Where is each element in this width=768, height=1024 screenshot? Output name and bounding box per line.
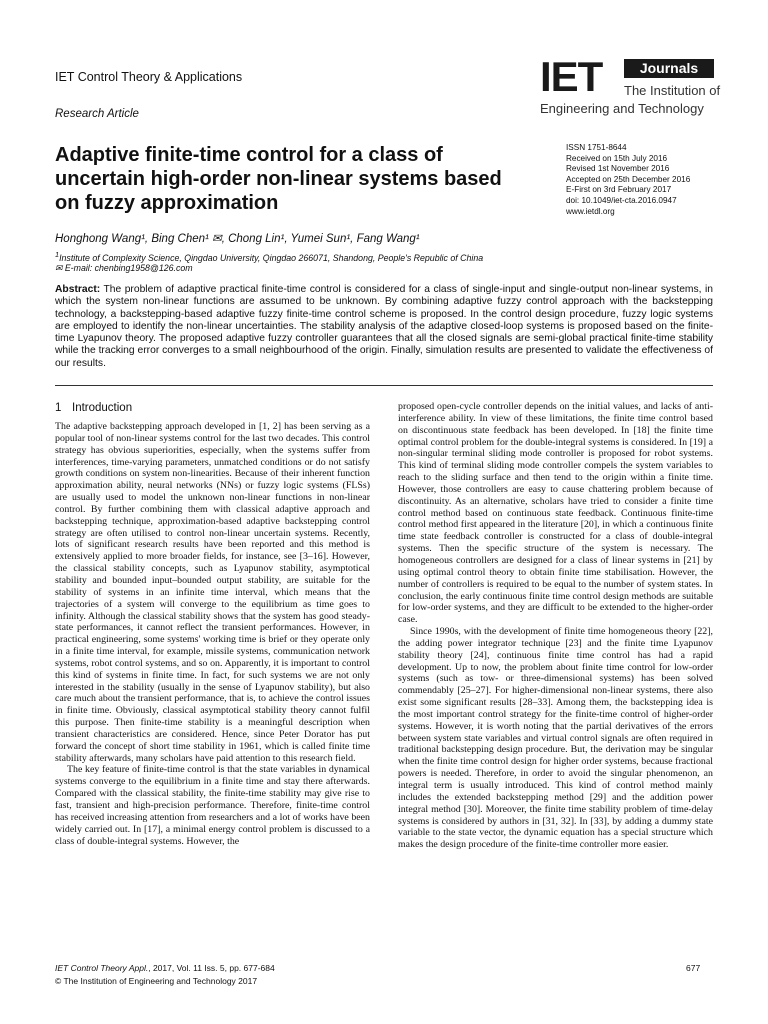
affiliation-marker: 1	[55, 250, 60, 259]
divider-rule	[55, 385, 713, 386]
paragraph: proposed open-cycle controller depends on the initial values, and lacks of anti-interference ability. In view of these limitations, the finite time control based on discontinuous state feedback has been developed. In [18] the finite time optimal control problem for the double-integral systems is considered. In [19] a non-singular terminal sliding mode controller is proposed for robot systems. This kind of terminal sliding mode controller compels the system variables to reach to the sliding surface and then tend to the origin within a finite time. However, those controllers are easy to cause chattering problem because of discontinuity. As an alternative, scholars have tried to consider a finite time control method based on continuous state feedback. Continuous finite-time control method first appeared in the literature [20], in which a continuous finite time state feedback controller is constructed for a class of double-integral systems. Then the specific structure of the system is necessary. The homogeneous controllers are designed for a class of linear systems in [21] by using optimal control theory to obtain finite time stabilisation. However, the number of controllers is required to be equal to the number of system states. In conclusion, the early continuous finite time control design methods are suitable for low-order systems, and they are difficult to be extended to the higher-order case.	[398, 401, 713, 626]
publication-info	[566, 143, 690, 217]
section-number: 1	[55, 402, 62, 414]
footer-copyright: © The Institution of Engineering and Technology 2017	[55, 976, 258, 986]
email-label: ✉ E-mail:	[55, 263, 93, 273]
issn: ISSN 1751-8644	[566, 143, 627, 152]
journal-abbrev: IET Control Theory Appl.	[55, 963, 149, 973]
website-link[interactable]: www.ietdl.org	[566, 206, 615, 216]
journal-name: IET Control Theory & Applications	[55, 70, 243, 84]
email-line	[55, 263, 193, 274]
email-address[interactable]: chenbing1958@126.com	[94, 263, 193, 273]
article-type: Research Article	[55, 108, 139, 120]
abstract-text: The problem of adaptive practical finite-time control is considered for a class of single-input and single-output non-linear systems, in which the system non-linear functions are assumed to be unknown. By combining adaptive fuzzy control approach with the backstepping technology, a backstepping-based adaptive fuzzy finite-time control scheme is proposed. In the control design procedure, fuzzy logic systems are employed to identify the non-linear uncertainties. The stability analysis of the adaptive closed-loop systems is proposed based on the finite-time Lyapunov theory. The proposed adaptive fuzzy controller guarantees that all the closed signals are semi-global practical finite-time stability while the tracking error converges to a small neighbourhood of the origin. Finally, simulation results are presented to validate the effectiveness of our results.	[55, 284, 713, 369]
accepted-date: Accepted on 25th December 2016	[566, 174, 691, 184]
authors: Honghong Wang¹, Bing Chen¹ ✉, Chong Lin¹, Yumei Sun¹, Fang Wang¹	[55, 233, 420, 245]
revised-date: Revised 1st November 2016	[566, 164, 670, 174]
iet-logo-mark: IET	[540, 53, 603, 100]
body-column-right	[398, 401, 713, 946]
section-title: Introduction	[72, 402, 133, 414]
paragraph: The adaptive backstepping approach developed in [1, 2] has been serving as a popular tool of non-linear systems control for the last two decades. This control strategy has obvious superiorities, especially, when the systems suffer from interferences, time-varying parameters, unmatched conditions or do not satisfy growth conditions on system non-linearities. Because of their inherent function approximation ability, neural networks (NNs) or fuzzy logic systems (FLSs) are usually used to model the unknown non-linear functions in non-linear control. By further combining them with classical adaptive approach and backstepping technique, approximation-based adaptive backstepping control strategy are often utilised to control non-linear uncertain systems. Recently, lots of significant research results have been reported and this method is extensively applied to more broader fields, for instance, see [3–16]. However, the classical stability concepts, such as Lyapunov stability, asymptotical stability and bounded input–bounded output stability, are suitable for the stability of systems in an infinite time interval, which means that the trajectories of a system will converge to the equilibrium as time goes to infinity. Although the classical stability shows that the system has good steady-state performances, it cannot reflect the transient performances. However, in practical engineering, some systems' working time is brief or they operate only in a finite time interval, for example, missile systems, communication network systems, robot control systems, and so on. Apparently, it is important to control this kind of systems in finite time. In fact, for such systems we are not only interested in the stability (usually in the sense of Lyapunov stability), but also care much about the transient performance, that is, to achieve the control issues in finite time. Obviously, classical asymptotical stability theory cannot fulfil this purpose. Then finite-time stability is a meaningful description when transient characteristics are considered. Hence, since Peter Dorator has put forward the concept of short time stability in 1961, which is called finite time stability afterwards, many scholars have paid attention to this research field.	[55, 421, 370, 764]
affiliation-text: Institute of Complexity Science, Qingdao University, Qingdao 266071, Shandong, People's Republic of China	[59, 252, 484, 263]
affiliation	[55, 250, 483, 263]
efirst-date: E-First on 3rd February 2017	[566, 185, 672, 195]
abstract	[55, 284, 713, 370]
body-column-left	[55, 401, 370, 946]
received-date: Received on 15th July 2016	[566, 153, 668, 163]
iet-journals-logo	[540, 53, 721, 122]
paragraph: Since 1990s, with the development of finite time homogeneous theory [22], the adding power integrator technique [23] and the finite time Lyapunov stability theory [24], continuous finite time control has had a rapid development. Up to now, the problem about finite time control for low-order systems (such as tow- or three-dimensional systems) has been solved commendably [25–27]. For higher-dimensional non-linear systems, there also exist some significant results [28–33]. Among them, the backstepping idea is the most important control strategy for the finite-time control of higher-order systems. However, it is worth noting that the partial derivatives of the errors between system state variables and virtual control signals are often required in traditional backstepping design procedure. But, the derivation may be singular when the finite time control design for higher order systems, because fractional powers is needed. Therefore, in order to avoid the singular phenomenon, an integral term is usually introduced. This kind of control method mainly includes the extended backstepping method [29] and the addition power integral method [30]. Moreover, the finite time stability problem of time-delay systems is considered by authors in [31, 32]. In [33], by adding a dummy state variable to the state vector, the dynamic equation has a special structure which makes the design procedure of the finite-time controller more easier.	[398, 626, 713, 851]
abstract-label: Abstract:	[55, 284, 101, 295]
footer-citation	[55, 963, 275, 973]
journals-label: Journals	[624, 59, 714, 78]
article-title: Adaptive finite-time control for a class of uncertain high-order non-linear systems based on fuzzy approximation	[55, 144, 502, 214]
section-heading	[55, 402, 370, 414]
doi: doi: 10.1049/iet-cta.2016.0947	[566, 195, 677, 205]
page-number: 677	[686, 963, 701, 973]
institution-line-1: The Institution of	[624, 83, 721, 98]
paragraph: The key feature of finite-time control is that the state variables in dynamical systems converge to the equilibrium in a finite time and stay there afterwards. Compared with the classical stability, the finite-time stability may give rise to fast, transient and high-precision performance. Therefore, finite-time control has received increasing attention from researchers and a lot of works have been widely carried out. In [17], a minimal energy control problem is discussed to a class of double-integral systems. However, the	[55, 764, 370, 847]
citation-details: , 2017, Vol. 11 Iss. 5, pp. 677-684	[148, 963, 275, 973]
institution-line-2: Engineering and Technology	[540, 101, 704, 116]
